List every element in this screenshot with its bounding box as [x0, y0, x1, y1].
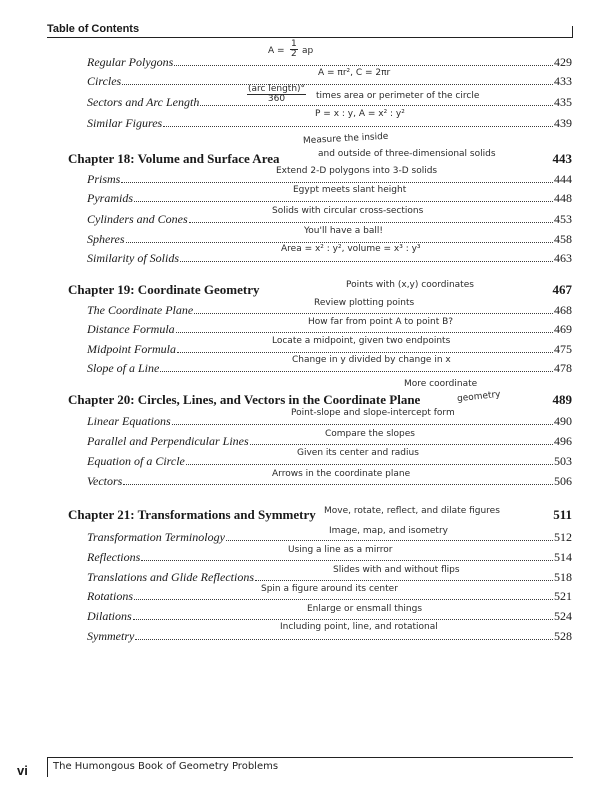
dot-leader — [126, 242, 553, 243]
footer-rule — [47, 757, 573, 758]
entry-page: 448 — [554, 191, 572, 205]
entry-page: 490 — [554, 414, 572, 428]
handwritten-fraction-arc: (arc length)° 360 — [248, 84, 306, 104]
dot-leader — [163, 126, 553, 127]
handwritten-note-arc: times area or perimeter of the circle — [316, 91, 480, 101]
header-rule — [47, 37, 573, 38]
handwritten-note-dilations: Enlarge or ensmall things — [307, 604, 423, 614]
entry-title: Equation of a Circle — [87, 454, 185, 468]
handwritten-note-terminology: Image, map, and isometry — [329, 526, 448, 536]
handwritten-note-ch20-b: geometry — [456, 389, 502, 405]
dot-leader — [123, 484, 553, 485]
entry-title: Rotations — [87, 589, 134, 603]
entry-page: 506 — [554, 474, 572, 488]
handwritten-note-pyramids: Egypt meets slant height — [293, 185, 407, 195]
entry-page: 514 — [554, 550, 572, 564]
toc-entry-translations[interactable] — [87, 570, 572, 584]
entry-title: Prisms — [87, 172, 121, 186]
entry-title: Linear Equations — [87, 414, 171, 428]
dot-leader — [135, 639, 553, 640]
entry-title: Similarity of Solids — [87, 251, 180, 265]
entry-page: 496 — [554, 434, 572, 448]
entry-page: 435 — [554, 95, 572, 109]
handwritten-note-reflections: Using a line as a mirror — [288, 545, 393, 555]
handwritten-note-linear-equations: Point-slope and slope-intercept form — [291, 408, 455, 418]
handwritten-note-rotations: Spin a figure around its center — [261, 584, 398, 594]
handwritten-note-circles: A = πr², C = 2πr — [318, 68, 391, 78]
entry-page: 453 — [554, 212, 572, 226]
dot-leader — [133, 619, 553, 620]
handwritten-note-similar: P = x : y, A = x² : y² — [315, 109, 405, 119]
entry-page: 524 — [554, 609, 572, 623]
handwritten-note-midpoint: Locate a midpoint, given two endpoints — [272, 336, 451, 346]
dot-leader — [255, 580, 553, 581]
handwritten-note-polygons: A = — [268, 46, 285, 56]
handwritten-note-spheres: You'll have a ball! — [304, 226, 384, 236]
dot-leader — [160, 371, 553, 372]
footer-page-number: vi — [17, 763, 28, 778]
toc-chapter-19[interactable] — [68, 282, 572, 296]
entry-title: Similar Figures — [87, 116, 163, 130]
chapter-page: 511 — [553, 507, 572, 522]
handwritten-note-ch19: Points with (x,y) coordinates — [346, 280, 474, 290]
handwritten-note-symmetry: Including point, line, and rotational — [280, 622, 438, 632]
entry-title: Slope of a Line — [87, 361, 160, 375]
handwritten-note-coordinate-plane: Review plotting points — [314, 298, 415, 308]
dot-leader — [141, 560, 553, 561]
entry-page: 444 — [554, 172, 572, 186]
entry-title: Circles — [87, 74, 122, 88]
dot-leader — [189, 222, 553, 223]
footer-book-title: The Humongous Book of Geometry Problems — [53, 761, 279, 772]
chapter-page: 443 — [552, 151, 572, 166]
dot-leader — [174, 65, 553, 66]
toc-chapter-18[interactable] — [68, 151, 572, 165]
page-header-title: Table of Contents — [47, 23, 140, 35]
entry-page: 518 — [554, 570, 572, 584]
dot-leader — [121, 182, 553, 183]
entry-page: 429 — [554, 55, 572, 69]
entry-page: 468 — [554, 303, 572, 317]
dot-leader — [200, 105, 553, 106]
entry-title: Midpoint Formula — [87, 342, 176, 356]
handwritten-note-similarity-solids: Area = x² : y², volume = x³ : y³ — [281, 244, 421, 254]
entry-title: Translations and Glide Reflections — [87, 570, 254, 584]
dot-leader — [186, 464, 553, 465]
entry-title: Parallel and Perpendicular Lines — [87, 434, 249, 448]
handwritten-note-circle-equation: Given its center and radius — [297, 448, 419, 458]
entry-page: 439 — [554, 116, 572, 130]
toc-chapter-20[interactable] — [68, 389, 572, 407]
dot-leader — [122, 84, 553, 85]
dot-leader — [226, 540, 553, 541]
dot-leader — [176, 332, 553, 333]
dot-leader — [194, 313, 553, 314]
entry-page: 433 — [554, 74, 572, 88]
chapter-title: Chapter 20: Circles, Lines, and Vectors in the Coordinate Plane — [68, 392, 421, 407]
chapter-title: Chapter 21: Transformations and Symmetry — [68, 507, 316, 522]
handwritten-note-vectors: Arrows in the coordinate plane — [272, 469, 411, 479]
entry-title: The Coordinate Plane — [87, 303, 194, 317]
handwritten-fraction-half: $\frac{1}{2}$ — [291, 39, 297, 59]
chapter-title: Chapter 18: Volume and Surface Area — [68, 151, 280, 166]
handwritten-note-ch18-b: and outside of three-dimensional solids — [318, 149, 496, 159]
entry-title: Spheres — [87, 232, 125, 246]
handwritten-note-parallel: Compare the slopes — [325, 429, 415, 439]
entry-title: Vectors — [87, 474, 123, 488]
entry-page: 503 — [554, 454, 572, 468]
entry-title: Sectors and Arc Length — [87, 95, 200, 109]
toc-entry-regular-polygons[interactable] — [87, 55, 572, 69]
entry-title: Transformation Terminology — [87, 530, 225, 544]
footer-corner-mark — [47, 757, 48, 777]
entry-title: Reflections — [87, 550, 141, 564]
entry-title: Symmetry — [87, 629, 135, 643]
entry-title: Regular Polygons — [87, 55, 174, 69]
entry-title: Cylinders and Cones — [87, 212, 188, 226]
handwritten-note-translations: Slides with and without flips — [333, 565, 460, 575]
handwritten-note-ch18-a: Measure the inside — [302, 131, 389, 147]
entry-title: Distance Formula — [87, 322, 175, 336]
entry-title: Dilations — [87, 609, 132, 623]
entry-page: 463 — [554, 251, 572, 265]
dot-leader — [134, 201, 553, 202]
chapter-page: 489 — [552, 392, 572, 407]
entry-title: Pyramids — [87, 191, 133, 205]
handwritten-note-distance: How far from point A to point B? — [308, 317, 454, 327]
handwritten-note-ch20-a: More coordinate — [404, 379, 478, 389]
handwritten-note-polygons-ap: ap — [302, 46, 314, 56]
dot-leader — [134, 599, 553, 600]
entry-page: 521 — [554, 589, 572, 603]
entry-page: 478 — [554, 361, 572, 375]
handwritten-note-cylinders: Solids with circular cross-sections — [272, 206, 424, 216]
chapter-page: 467 — [552, 282, 572, 297]
entry-page: 475 — [554, 342, 572, 356]
dot-leader — [177, 352, 553, 353]
handwritten-note-ch21: Move, rotate, reflect, and dilate figures — [324, 506, 500, 516]
entry-page: 512 — [554, 530, 572, 544]
entry-page: 469 — [554, 322, 572, 336]
entry-page: 458 — [554, 232, 572, 246]
handwritten-note-prisms: Extend 2-D polygons into 3-D solids — [276, 166, 438, 176]
dot-leader — [250, 444, 553, 445]
dot-leader — [180, 261, 553, 262]
chapter-title: Chapter 19: Coordinate Geometry — [68, 282, 260, 297]
entry-page: 528 — [554, 629, 572, 643]
dot-leader — [172, 424, 553, 425]
handwritten-note-slope: Change in y divided by change in x — [292, 355, 451, 365]
